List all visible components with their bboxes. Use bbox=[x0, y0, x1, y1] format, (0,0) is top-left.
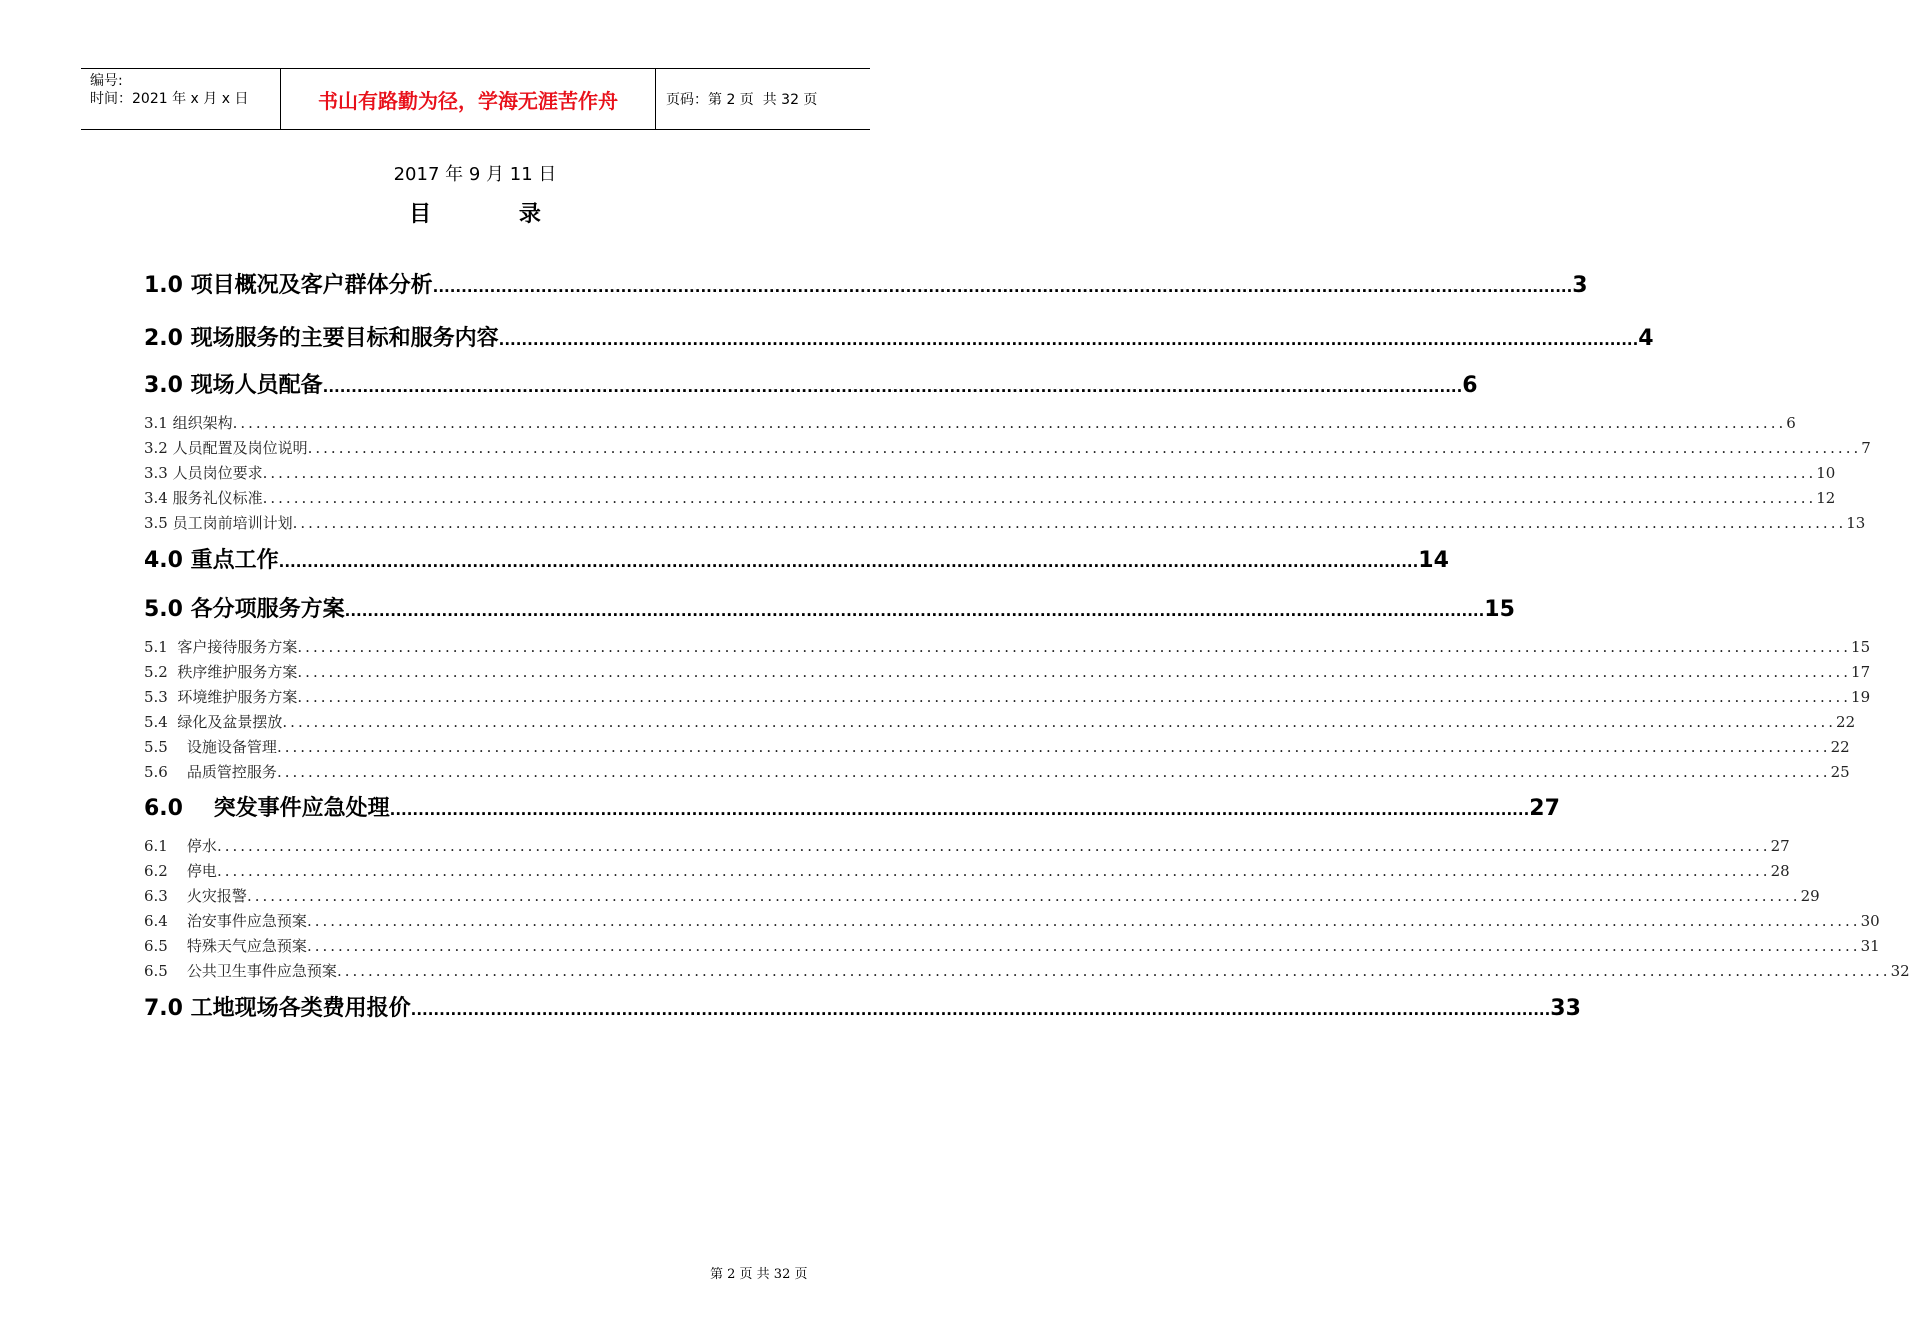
toc-entry-page: 7 bbox=[1861, 439, 1871, 457]
toc-entry[interactable] bbox=[144, 512, 1866, 533]
toc-title: 目 录 bbox=[409, 202, 581, 227]
toc-entry-title: 6.1 停水 bbox=[144, 837, 217, 855]
toc-entry-title: 5.0 各分项服务方案 bbox=[144, 597, 345, 622]
toc-leader-dots: ........................................................................................................................................................................................................ bbox=[344, 602, 1485, 620]
toc-entry-title: 5.4 绿化及盆景摆放 bbox=[144, 713, 283, 731]
toc-leader-dots: ........................................................................................................................................................................................................ bbox=[432, 278, 1573, 296]
toc-entry-title: 6.2 停电 bbox=[144, 862, 217, 880]
header-page-cell bbox=[656, 69, 870, 129]
toc-leader-dots: ........................................................................................................................................................................................................ bbox=[246, 887, 1801, 905]
toc-entry-page: 19 bbox=[1851, 688, 1871, 706]
toc-entry[interactable] bbox=[144, 761, 1850, 782]
toc-entry-title: 5.2 秩序维护服务方案 bbox=[144, 663, 298, 681]
toc-entry-page: 15 bbox=[1484, 597, 1515, 622]
toc-entry[interactable] bbox=[144, 960, 1910, 981]
toc-entry-title: 3.2 人员配置及岗位说明 bbox=[144, 439, 308, 457]
page-label: 页码：第 2 页 共 32 页 bbox=[666, 92, 818, 108]
toc-entry-page: 17 bbox=[1851, 663, 1871, 681]
toc-leader-dots: ........................................................................................................................................................................................................ bbox=[498, 331, 1639, 349]
toc-entry-page: 15 bbox=[1851, 638, 1871, 656]
toc-entry-title: 5.5 设施设备管理 bbox=[144, 738, 277, 756]
toc-entry[interactable] bbox=[144, 321, 1654, 352]
toc-entry-page: 10 bbox=[1816, 464, 1836, 482]
toc-entry-title: 6.0 突发事件应急处理 bbox=[144, 796, 390, 821]
page-header bbox=[81, 68, 870, 130]
toc-leader-dots: ........................................................................................................................................................................................................ bbox=[278, 553, 1419, 571]
toc-entry[interactable] bbox=[144, 935, 1880, 956]
toc-entry-title: 6.5 特殊天气应急预案 bbox=[144, 937, 307, 955]
toc-entry[interactable] bbox=[144, 885, 1820, 906]
toc-leader-dots: ........................................................................................................................................................................................................ bbox=[216, 837, 1771, 855]
toc-leader-dots: ........................................................................................................................................................................................................ bbox=[216, 862, 1771, 880]
toc-entry[interactable] bbox=[144, 462, 1836, 483]
toc-entry[interactable] bbox=[144, 543, 1449, 574]
toc-entry[interactable] bbox=[144, 437, 1871, 458]
toc-entry-page: 27 bbox=[1529, 796, 1560, 821]
header-meta-cell bbox=[81, 69, 281, 129]
toc-leader-dots: ........................................................................................................................................................................................................ bbox=[262, 489, 1817, 507]
toc-entry-page: 14 bbox=[1418, 548, 1449, 573]
toc-entry-page: 31 bbox=[1860, 937, 1880, 955]
toc-leader-dots: ........................................................................................................................................................................................................ bbox=[276, 763, 1831, 781]
toc-leader-dots: ........................................................................................................................................................................................................ bbox=[410, 1001, 1551, 1019]
toc-entry-title: 5.6 品质管控服务 bbox=[144, 763, 277, 781]
toc-entry-title: 3.0 现场人员配备 bbox=[144, 373, 323, 398]
toc-leader-dots: ........................................................................................................................................................................................................ bbox=[306, 937, 1861, 955]
toc-entry[interactable] bbox=[144, 910, 1880, 931]
toc-leader-dots: ........................................................................................................................................................................................................ bbox=[336, 962, 1891, 980]
toc-entry-page: 32 bbox=[1890, 962, 1910, 980]
toc-entry-page: 33 bbox=[1550, 996, 1581, 1021]
toc-entry[interactable] bbox=[144, 661, 1871, 682]
toc-entry-title: 6.5 公共卫生事件应急预案 bbox=[144, 962, 337, 980]
toc-entry-page: 6 bbox=[1462, 373, 1478, 398]
toc-entry-title: 5.1 客户接待服务方案 bbox=[144, 638, 298, 656]
number-label: 编号: bbox=[90, 73, 123, 89]
toc-leader-dots: ........................................................................................................................................................................................................ bbox=[297, 688, 1852, 706]
toc-entry-page: 27 bbox=[1770, 837, 1790, 855]
toc-leader-dots: ........................................................................................................................................................................................................ bbox=[307, 439, 1862, 457]
toc-entry-title: 1.0 项目概况及客户群体分析 bbox=[144, 273, 433, 298]
toc-entry[interactable] bbox=[144, 636, 1871, 657]
toc-entry-page: 22 bbox=[1830, 738, 1850, 756]
toc-leader-dots: ........................................................................................................................................................................................................ bbox=[297, 638, 1852, 656]
toc-entry-title: 3.3 人员岗位要求 bbox=[144, 464, 263, 482]
toc-entry-title: 3.5 员工岗前培训计划 bbox=[144, 514, 293, 532]
toc-leader-dots: ........................................................................................................................................................................................................ bbox=[292, 514, 1847, 532]
toc-entry-title: 3.4 服务礼仪标准 bbox=[144, 489, 263, 507]
toc-entry[interactable] bbox=[144, 268, 1588, 299]
toc-leader-dots: ........................................................................................................................................................................................................ bbox=[389, 801, 1530, 819]
toc-entry[interactable] bbox=[144, 412, 1796, 433]
toc-entry-page: 30 bbox=[1860, 912, 1880, 930]
toc-entry[interactable] bbox=[144, 711, 1856, 732]
toc-leader-dots: ........................................................................................................................................................................................................ bbox=[322, 378, 1463, 396]
toc-entry-page: 3 bbox=[1572, 273, 1588, 298]
toc-entry[interactable] bbox=[144, 592, 1515, 623]
toc-entry[interactable] bbox=[144, 487, 1836, 508]
toc-entry-title: 6.4 治安事件应急预案 bbox=[144, 912, 307, 930]
toc-entry[interactable] bbox=[144, 860, 1790, 881]
toc-entry-page: 6 bbox=[1786, 414, 1796, 432]
toc-leader-dots: ........................................................................................................................................................................................................ bbox=[282, 713, 1837, 731]
toc-leader-dots: ........................................................................................................................................................................................................ bbox=[306, 912, 1861, 930]
toc-entry-page: 28 bbox=[1770, 862, 1790, 880]
toc-entry-title: 3.1 组织架构 bbox=[144, 414, 233, 432]
document-date: 2017 年 9 月 11 日 bbox=[393, 164, 557, 185]
toc-entry-page: 25 bbox=[1830, 763, 1850, 781]
toc-entry-page: 4 bbox=[1638, 326, 1654, 351]
page-footer: 第 2 页 共 32 页 bbox=[710, 1267, 808, 1282]
toc-entry-title: 2.0 现场服务的主要目标和服务内容 bbox=[144, 326, 499, 351]
toc-entry[interactable] bbox=[144, 991, 1581, 1022]
toc-entry[interactable] bbox=[144, 835, 1790, 856]
toc-entry-page: 29 bbox=[1800, 887, 1820, 905]
toc-entry-title: 6.3 火灾报警 bbox=[144, 887, 247, 905]
toc-entry-title: 4.0 重点工作 bbox=[144, 548, 279, 573]
toc-entry-page: 13 bbox=[1846, 514, 1866, 532]
toc-leader-dots: ........................................................................................................................................................................................................ bbox=[262, 464, 1817, 482]
header-motto: 书山有路勤为径，学海无涯苦作舟 bbox=[281, 69, 656, 129]
toc-leader-dots: ........................................................................................................................................................................................................ bbox=[297, 663, 1852, 681]
toc-leader-dots: ........................................................................................................................................................................................................ bbox=[232, 414, 1787, 432]
toc-entry[interactable] bbox=[144, 686, 1871, 707]
toc-entry-page: 12 bbox=[1816, 489, 1836, 507]
toc-entry-title: 7.0 工地现场各类费用报价 bbox=[144, 996, 411, 1021]
toc-entry[interactable] bbox=[144, 368, 1478, 399]
toc-leader-dots: ........................................................................................................................................................................................................ bbox=[276, 738, 1831, 756]
toc-entry[interactable] bbox=[144, 736, 1850, 757]
toc-entry[interactable] bbox=[144, 791, 1560, 822]
toc-entry-title: 5.3 环境维护服务方案 bbox=[144, 688, 298, 706]
time-label: 时间：2021 年 x 月 x 日 bbox=[90, 91, 249, 107]
toc-entry-page: 22 bbox=[1836, 713, 1856, 731]
